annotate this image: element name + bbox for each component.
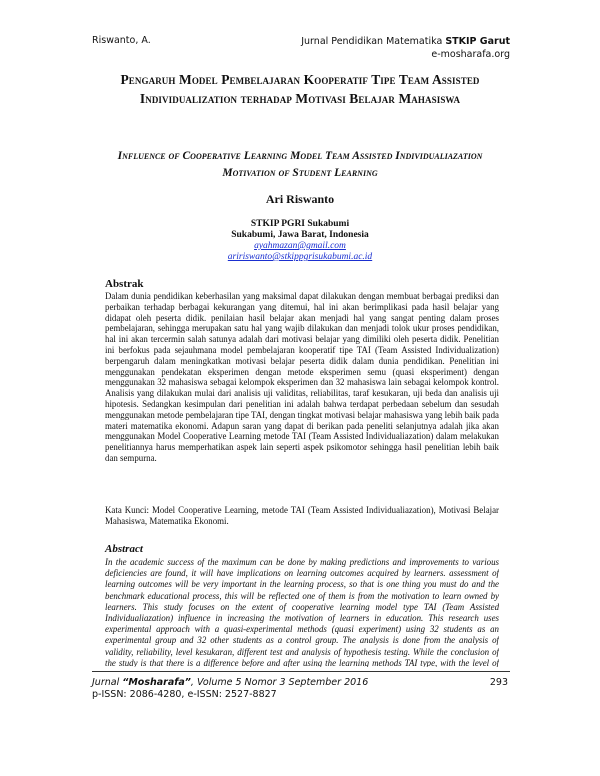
- affiliation-block: [0, 219, 600, 263]
- email-link-primary[interactable]: ayahmazan@gmail.com: [254, 241, 346, 251]
- footer-rule: [92, 671, 510, 672]
- footer-journal-suffix: , Volume 5 Nomor 3 September 2016: [190, 677, 369, 688]
- paper-title: Pengaruh Model Pembelajaran Kooperatif Tipe Team Assisted Individualization terhadap Motivasi Belajar Mahasiswa: [120, 72, 480, 106]
- email-link-secondary[interactable]: aririswanto@stkippgrisukabumi.ac.id: [227, 252, 373, 262]
- footer-issn: p-ISSN: 2086-4280, e-ISSN: 2527-8827: [92, 689, 277, 700]
- journal-institution: STKIP Garut: [445, 36, 510, 47]
- author-name: Ari Riswanto: [265, 192, 335, 206]
- running-header-author: Riswanto, A.: [92, 35, 151, 46]
- abstract-heading: Abstract: [105, 543, 143, 555]
- journal-website[interactable]: e-mosharafa.org: [431, 49, 510, 60]
- footer-journal-name: “Mosharafa”: [122, 677, 191, 688]
- journal-name: Jurnal Pendidikan Matematika: [301, 36, 443, 47]
- affiliation-address: Sukabumi, Jawa Barat, Indonesia: [231, 230, 369, 240]
- keywords: Kata Kunci: Model Cooperative Learning, metode TAI (Team Assisted Individualiazation), Motivasi Belajar Mahasiswa, Matematika Ekonomi.: [105, 505, 499, 526]
- abstrak-heading: Abstrak: [105, 278, 144, 290]
- abstract-body: In the academic success of the maximum can be done by making predictions and improvements to various deficiencies are found, it will have implications on learning outcomes acquired by learners. assessment of learning outcomes will be very important in the learning process, so that is one thing you must do and the benchmark educational process, this will be reflected one of them is from the motivation to learn owned by learners. This study focuses on the extent of cooperative learning model type TAI (Team Assisted Individualiazation) influence in increasing the motivation of learners in education. This research uses experimental approach with a quasi-experimental methods (quasi experiment) using 32 students as an experimental group and 32 other students as a control group. The analysis is done from the analysis of validity, reliability, level kesukaran, different test and analysis of hypothesis testing. While the conclusion of the study is that there is a difference before and after using the learning methods TAI type, with the level of: [105, 557, 499, 667]
- paper-subtitle: Influence of Cooperative Learning Model Team Assisted Individualiazation Motivation of Student Learning: [117, 150, 483, 179]
- running-header-journal: [301, 35, 510, 61]
- footer-journal-prefix: Jurnal: [92, 677, 123, 688]
- footer-journal-line: [92, 677, 368, 688]
- affiliation-institution: STKIP PGRI Sukabumi: [250, 219, 350, 229]
- abstrak-body: Dalam dunia pendidikan keberhasilan yang maksimal dapat dilakukan dengan membuat berbagai prediksi dan perbaikan terhadap berbagai kekurangan yang ditemui, hal ini akan berimplikasi pada hasil belajar yang didapat oleh peserta didik. penilaian hasil belajar akan menjadi hal yang sangat penting dalam proses pembelajaran, sehingga merupakan satu hal yang wajib dilakukan dan menjadi tolok ukur proses pendidikan, hal ini akan tercermin salah satunya adalah dari motivasi belajar yang dimiliki oleh peserta didik. Penelitian ini berfokus pada sejauhmana model pembelajaran kooperatif tipe TAI (Team Assisted Individualization) berpengaruh dalam meningkatkan motivasi belajar peserta didik dalam dunia pendidikan. Penelitian ini menggunakan pendekatan eksperimen dengan metode eksperimen semu (quasi eksperiment) dengan menggunakan 32 mahasiswa sebagai kelompok eksperimen dan 32 mahasiswa lain sebagai kelompok kontrol. Analisis yang dilakukan mulai dari analisis uji validitas, reliabilitas, taraf kesukaran, uji beda dan analisis uji hipotesis. Sedangkan kesimpulan dari penelitian ini adalah bahwa terdapat perbedaan sebelum dan sesudah menggunakan metode pembelajaran tipe TAI, dengan tingkat motivasi belajar mahasiswa yang lebih baik pada materi matematika ekonomi. Adapun saran yang dapat di berikan pada peneliti selanjutnya adalah jika akan menggunakan Model Cooperative Learning metode TAI (Team Assisted Individualiazation) dalam melakukan penelitiannya harus memperhatikan aspek lain seperti aspek psikomotor sehingga hasil penelitian lebih baik dan sempurna.: [105, 291, 499, 463]
- page-number: 293: [489, 677, 508, 688]
